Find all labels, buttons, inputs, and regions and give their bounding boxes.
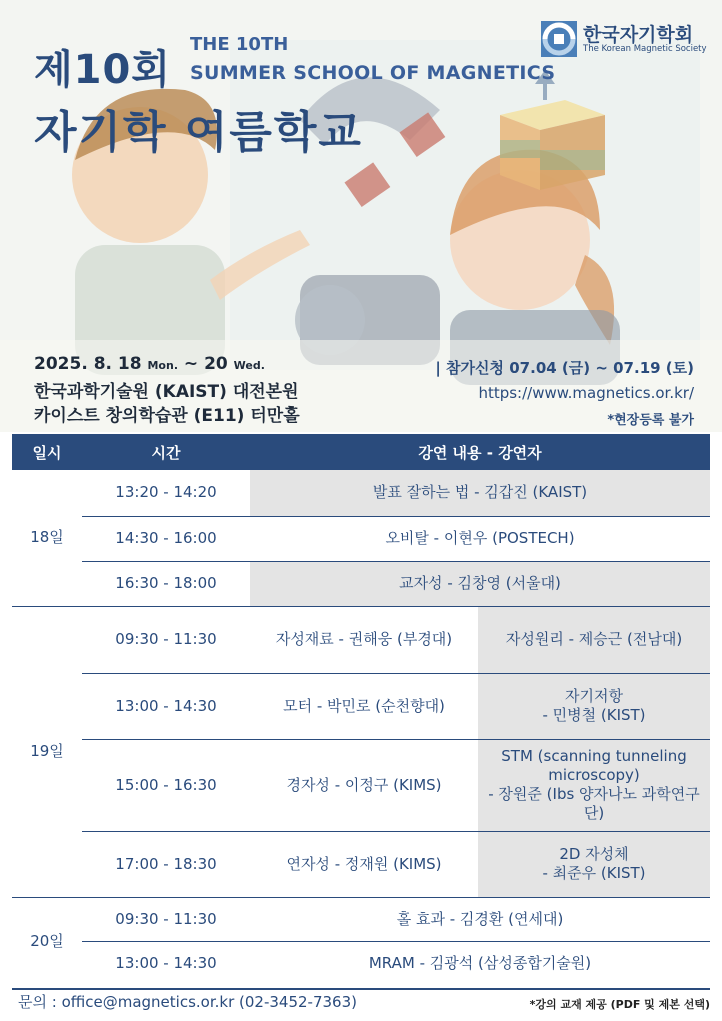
footer-divider bbox=[12, 988, 710, 990]
table-row bbox=[12, 739, 710, 831]
session-content: MRAM - 김광석 (삼성종합기술원) bbox=[250, 941, 710, 985]
table-row bbox=[12, 606, 710, 673]
session-track-b: STM (scanning tunneling microscopy) - 장원준 (Ibs 양자나노 과학연구단) bbox=[478, 739, 710, 831]
schedule-table bbox=[12, 434, 710, 985]
society-name: 한국자기학회 bbox=[583, 24, 694, 46]
session-track-a: 연자성 - 정재원 (KIMS) bbox=[250, 831, 478, 897]
hero-banner bbox=[0, 0, 722, 432]
title-edition: 제10회 bbox=[34, 47, 171, 93]
session-content: 교자성 - 김창영 (서울대) bbox=[250, 561, 710, 606]
header-content: 강연 내용 - 강연자 bbox=[250, 434, 710, 470]
website-link[interactable]: https://www.magnetics.or.kr/ bbox=[478, 384, 694, 402]
session-time: 09:30 - 11:30 bbox=[82, 606, 250, 673]
date-start-weekday: Mon. bbox=[147, 359, 178, 372]
session-time: 15:00 - 16:30 bbox=[82, 739, 250, 831]
event-date bbox=[34, 354, 265, 374]
table-row bbox=[12, 897, 710, 941]
registration-period: | 참가신청 07.04 (금) ~ 07.19 (토) bbox=[435, 359, 694, 377]
session-time: 13:20 - 14:20 bbox=[115, 483, 217, 502]
day-label-19: 19일 bbox=[12, 606, 82, 897]
venue-line2: 카이스트 창의학습관 (E11) 터만홀 bbox=[34, 406, 300, 426]
session-track-b: 자성원리 - 제승근 (전남대) bbox=[478, 606, 710, 673]
header-date: 일시 bbox=[12, 434, 82, 470]
date-end: ~ 20 bbox=[183, 354, 228, 374]
session-content: 홀 효과 - 김경환 (연세대) bbox=[250, 897, 710, 941]
table-row bbox=[12, 561, 710, 606]
session-track-a: 모터 - 박민로 (순천향대) bbox=[250, 673, 478, 739]
page-title: 자기학 여름학교 bbox=[34, 107, 363, 158]
session-track-a: 경자성 - 이정구 (KIMS) bbox=[250, 739, 478, 831]
society-logo bbox=[541, 20, 711, 60]
society-logo-icon bbox=[541, 21, 577, 57]
material-note: *강의 교재 제공 (PDF 및 제본 선택) bbox=[529, 998, 710, 1011]
day-label-18: 18일 bbox=[30, 528, 64, 547]
table-header bbox=[12, 434, 710, 470]
venue-line1: 한국과학기술원 (KAIST) 대전본원 bbox=[34, 382, 299, 402]
session-content: 발표 잘하는 법 - 김갑진 (KAIST) bbox=[250, 470, 710, 516]
table-row bbox=[12, 941, 710, 985]
session-time: 16:30 - 18:00 bbox=[82, 561, 250, 606]
subtitle-edition-en: THE 10TH bbox=[190, 34, 289, 55]
session-time: 13:00 - 14:30 bbox=[82, 673, 250, 739]
session-track-b: 2D 자성체 - 최준우 (KIST) bbox=[478, 831, 710, 897]
session-track-a: 자성재료 - 권해웅 (부경대) bbox=[250, 606, 478, 673]
date-start: 2025. 8. 18 bbox=[34, 354, 142, 374]
session-time: 09:30 - 11:30 bbox=[82, 897, 250, 941]
table-row bbox=[12, 470, 710, 516]
table-row bbox=[12, 831, 710, 897]
day-label-20: 20일 bbox=[12, 897, 82, 985]
header-time: 시간 bbox=[82, 434, 250, 470]
session-time: 13:00 - 14:30 bbox=[82, 941, 250, 985]
session-time: 14:30 - 16:00 bbox=[82, 516, 250, 561]
session-content: 오비탈 - 이현우 (POSTECH) bbox=[250, 516, 710, 561]
date-end-weekday: Wed. bbox=[233, 359, 265, 372]
session-track-b: 자기저항 - 민병철 (KIST) bbox=[478, 673, 710, 739]
table-row bbox=[12, 673, 710, 739]
session-time: 17:00 - 18:30 bbox=[82, 831, 250, 897]
onsite-note: *현장등록 불가 bbox=[607, 413, 694, 428]
society-name-en: The Korean Magnetic Society bbox=[583, 44, 707, 54]
subtitle-en: SUMMER SCHOOL OF MAGNETICS bbox=[190, 62, 556, 84]
table-row bbox=[12, 516, 710, 561]
contact-info[interactable]: 문의 : office@magnetics.or.kr (02-3452-7363) bbox=[18, 993, 357, 1011]
